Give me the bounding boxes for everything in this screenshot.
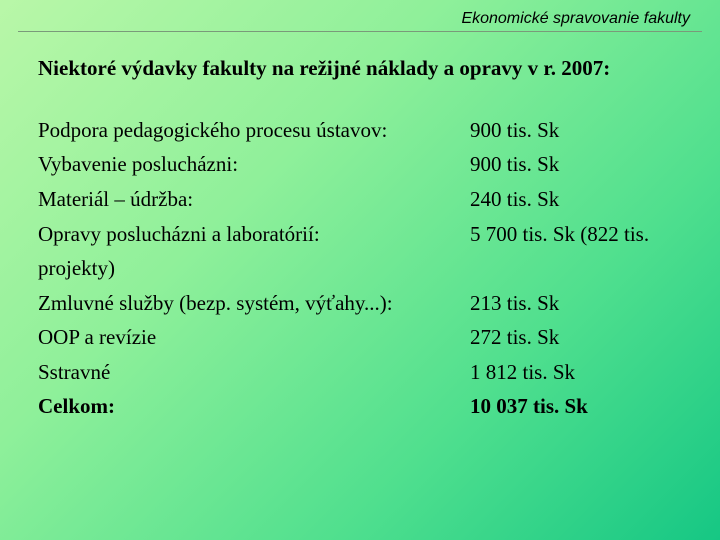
total-label: Celkom: xyxy=(38,394,115,418)
expense-label: Vybavenie poslucházni: xyxy=(38,152,239,176)
expense-label: Opravy poslucházni a laboratórií: xyxy=(38,222,320,246)
expense-value: 900 tis. Sk xyxy=(470,152,560,176)
expense-value: 5 700 tis. Sk (822 tis. xyxy=(470,222,650,246)
expense-label: Zmluvné služby (bezp. systém, výťahy...): xyxy=(38,291,393,315)
slide-subtitle: Niektoré výdavky fakulty na režijné náklady a opravy v r. 2007: xyxy=(38,56,611,80)
expense-value: 900 tis. Sk xyxy=(470,118,560,142)
expense-value: 272 tis. Sk xyxy=(470,325,560,349)
expense-label: Podpora pedagogického procesu ústavov: xyxy=(38,118,388,142)
expense-label: OOP a revízie xyxy=(38,325,157,349)
header-divider xyxy=(18,31,702,32)
slide-header: Ekonomické spravovanie fakulty xyxy=(461,10,690,27)
expense-value: 240 tis. Sk xyxy=(470,187,560,211)
expense-label: Materiál – údržba: xyxy=(38,187,194,211)
expense-value: 213 tis. Sk xyxy=(470,291,560,315)
expense-label: Sstravné xyxy=(38,360,111,384)
expense-label: projekty) xyxy=(38,256,115,280)
total-value: 10 037 tis. Sk xyxy=(470,394,588,418)
expense-value: 1 812 tis. Sk xyxy=(470,360,576,384)
